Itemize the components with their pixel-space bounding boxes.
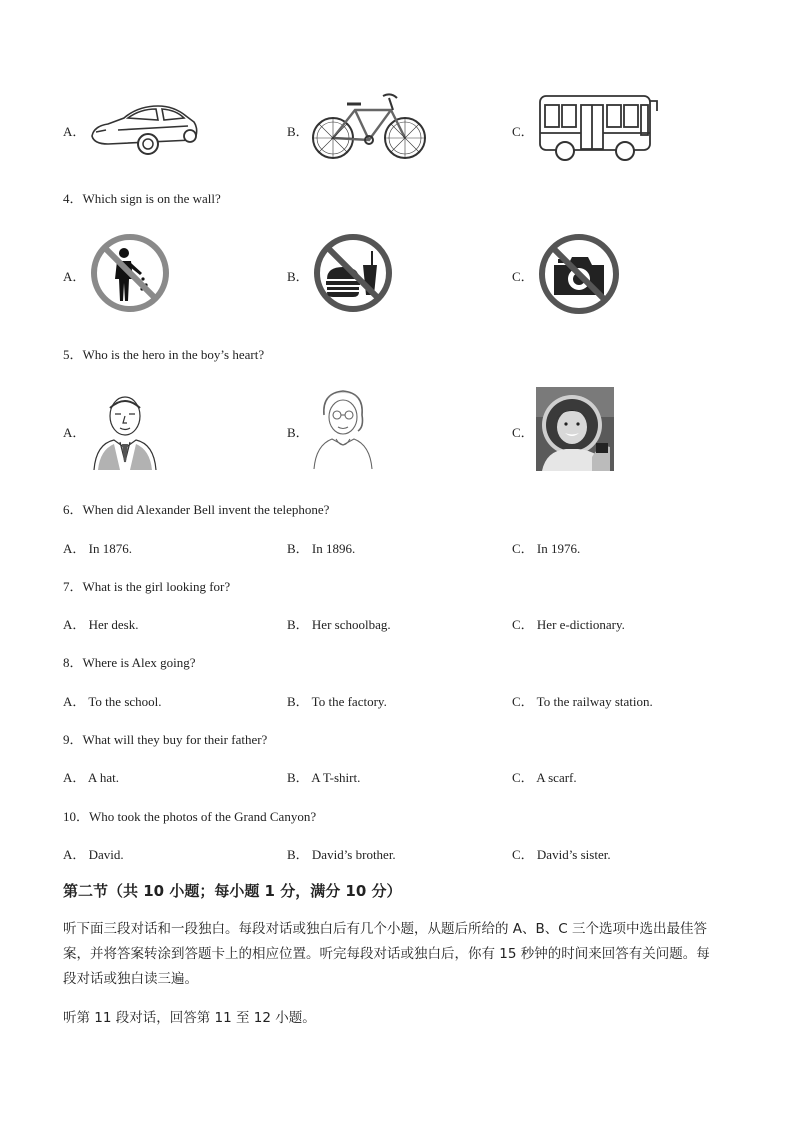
q9-option-a: A． A hat. [63, 770, 119, 785]
q9-option-b: B． A T-shirt. [287, 770, 361, 785]
q10-option-c: C． David’s sister. [512, 847, 611, 862]
q5-question: 5．Who is the hero in the boy’s heart? [63, 347, 265, 362]
q9-option-c: C． A scarf. [512, 770, 577, 785]
q4-option-b-letter: B． [287, 269, 309, 284]
instructions-line-1: 听下面三段对话和一段独白。每段对话或独白后有几个小题，从题后所给的 A、B、C 三个选项中选出最佳答 [63, 921, 708, 937]
q7-option-b: B． Her schoolbag. [287, 617, 391, 632]
q8-option-a: A． To the school. [63, 694, 162, 709]
q7-option-a: A． Her desk. [63, 617, 139, 632]
instructions-line-3: 段对话或独白读三遍。 [63, 971, 198, 987]
q4-option-c-letter: C． [512, 269, 534, 284]
q6-question: 6．When did Alexander Bell invent the telephone? [63, 502, 330, 517]
car-icon [88, 96, 200, 160]
q4-question: 4．Which sign is on the wall? [63, 191, 221, 206]
bus-icon [537, 93, 661, 163]
q6-option-b: B． In 1896. [287, 541, 356, 556]
elderly-woman-portrait [310, 385, 376, 469]
section2-instructions [63, 917, 743, 992]
q7-question: 7．What is the girl looking for? [63, 579, 231, 594]
no-food-sign-icon [313, 233, 393, 313]
no-littering-sign-icon [90, 233, 170, 313]
q9-question: 9．What will they buy for their father? [63, 732, 268, 747]
q4-option-a-letter: A． [63, 269, 86, 284]
section2-title: 第二节（共 10 小题；每小题 1 分，满分 10 分） [63, 882, 402, 900]
q3-option-b-letter: B． [287, 124, 309, 139]
q5-option-b-letter: B． [287, 425, 309, 440]
q10-option-a: A． David. [63, 847, 124, 862]
q6-option-c: C． In 1976. [512, 541, 581, 556]
q5-option-c-letter: C． [512, 425, 534, 440]
q6-option-a: A． In 1876. [63, 541, 132, 556]
q8-option-b: B． To the factory. [287, 694, 387, 709]
elderly-man-portrait [90, 386, 160, 470]
no-camera-sign-icon [538, 233, 620, 315]
instructions-line-2: 案，并将答案转涂到答题卡上的相应位置。听完每段对话或独白后，你有 15 秒钟的时间来回答有关问题。每 [63, 946, 710, 962]
q3-option-a-letter: A． [63, 124, 86, 139]
q3-option-c-letter: C． [512, 124, 534, 139]
astronaut-photo [536, 387, 614, 471]
q8-question: 8．Where is Alex going? [63, 655, 196, 670]
section2-note: 听第 11 段对话，回答第 11 至 12 小题。 [63, 1010, 316, 1026]
bicycle-icon [311, 86, 429, 164]
q8-option-c: C． To the railway station. [512, 694, 653, 709]
q7-option-c: C． Her e-dictionary. [512, 617, 625, 632]
q5-option-a-letter: A． [63, 425, 86, 440]
q10-question: 10．Who took the photos of the Grand Canyon? [63, 809, 317, 824]
q10-option-b: B． David’s brother. [287, 847, 396, 862]
